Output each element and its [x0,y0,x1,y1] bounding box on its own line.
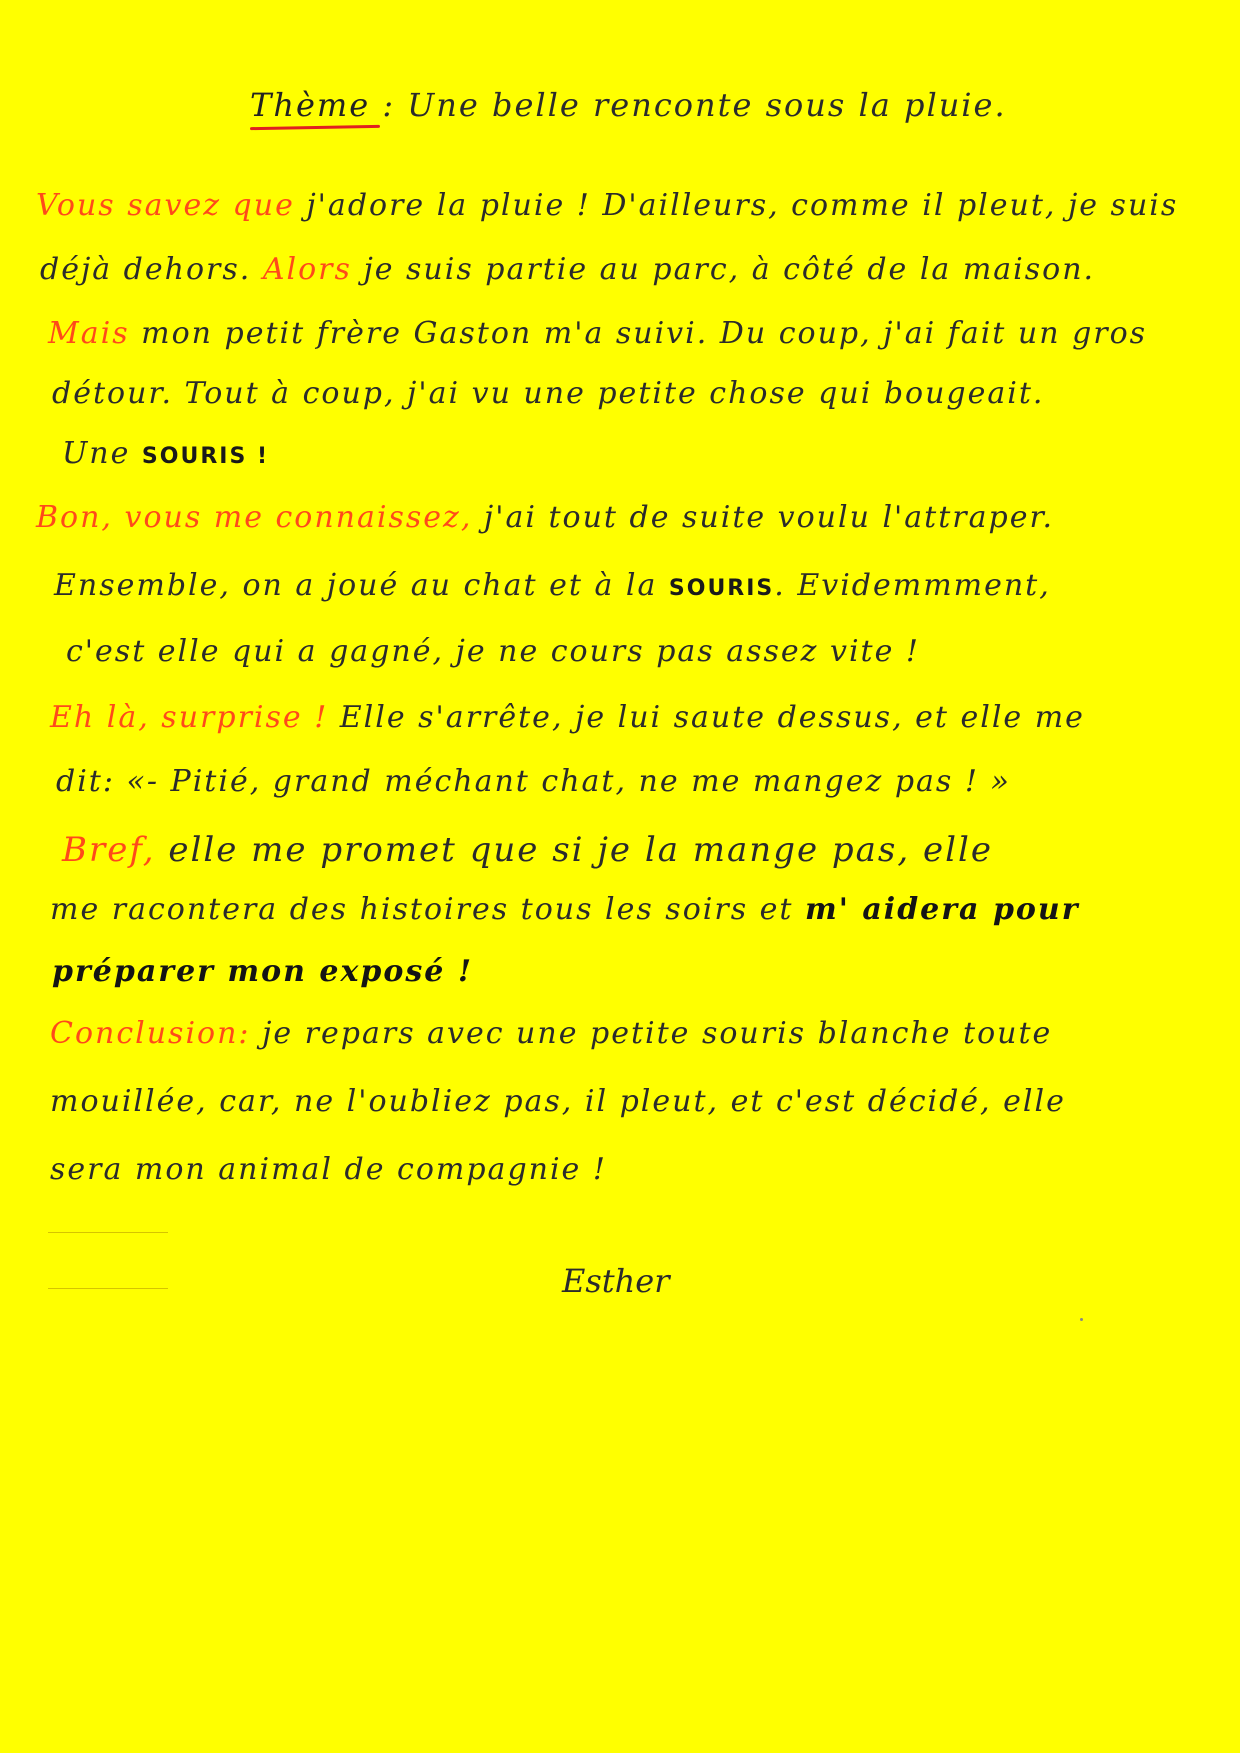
blank-rule-2 [48,1288,168,1289]
text-line-3 [48,316,1147,351]
text-line-6 [36,500,1054,535]
text-line-10 [56,764,1011,799]
line-1-text: j'adore la pluie ! D'ailleurs, comme il pleut, je suis [294,188,1179,223]
text-line-1 [36,188,1178,223]
line-15-text: mouillée, car, ne l'oubliez pas, il pleut, et c'est décidé, elle [50,1084,1066,1119]
blank-rule-1 [48,1232,168,1233]
line-1-highlight: Vous savez que [36,188,295,223]
text-line-4 [52,376,1044,411]
line-3-text: mon petit frère Gaston m'a suivi. Du coup, j'ai fait un gros [129,316,1148,351]
text-line-14 [50,1016,1052,1051]
line-8-text: c'est elle qui a gagné, je ne cours pas assez vite ! [66,634,920,669]
line-5-caps: SOURIS ! [141,444,269,469]
line-12-text: me racontera des histoires tous les soirs et [50,892,805,927]
line-9-highlight: Eh là, surprise ! [50,700,329,735]
title-underline [250,125,380,130]
text-line-7 [54,568,1051,603]
title-text: Une belle renconte sous la pluie. [407,86,1007,124]
signature: Esther [562,1262,670,1300]
line-2-highlight: Alors [262,252,352,287]
line-11-highlight: Bref, [62,830,156,870]
text-line-13 [52,954,473,989]
line-3-highlight: Mais [48,316,130,351]
text-line-9 [50,700,1085,735]
line-2-text: je suis partie au parc, à côté de la maison. [351,252,1096,287]
text-line-15 [50,1084,1066,1119]
line-10-text: dit: «- Pitié, grand méchant chat, ne me mangez pas ! » [56,764,1011,799]
line-16-text: sera mon animal de compagnie ! [50,1152,607,1187]
title-label: Thème [250,86,371,124]
line-6-highlight: Bon, vous me connaissez, [36,500,473,535]
line-4-text: détour. Tout à coup, j'ai vu une petite chose qui bougeait. [52,376,1045,411]
text-line-16 [50,1152,607,1187]
line-7-text-a: Ensemble, on a joué au chat et à la [54,568,669,603]
line-6-text: j'ai tout de suite voulu l'attraper. [472,500,1055,535]
line-14-highlight: Conclusion: [50,1016,251,1051]
line-11-text: elle me promet que si je la mange pas, elle [155,830,993,870]
line-14-text: je repars avec une petite souris blanche toute [250,1016,1053,1051]
text-line-2 [40,252,1095,287]
line-2-pre: déjà dehors. [40,252,263,287]
line-7-text-b: . Evidemmment, [774,568,1051,603]
text-line-11 [62,830,993,870]
text-line-12 [50,892,1080,927]
text-line-5 [62,436,269,471]
line-12-dark: m' aidera pour [804,892,1080,927]
page-title [250,86,1007,124]
text-line-8 [66,634,920,669]
line-9-text: Elle s'arrête, je lui saute dessus, et elle me [328,700,1085,735]
speck [1080,1318,1083,1321]
title-separator: : [370,86,408,124]
line-5-pre: Une [62,436,142,471]
line-13-dark: préparer mon exposé ! [52,954,473,989]
line-7-caps: SOURIS [668,576,775,601]
